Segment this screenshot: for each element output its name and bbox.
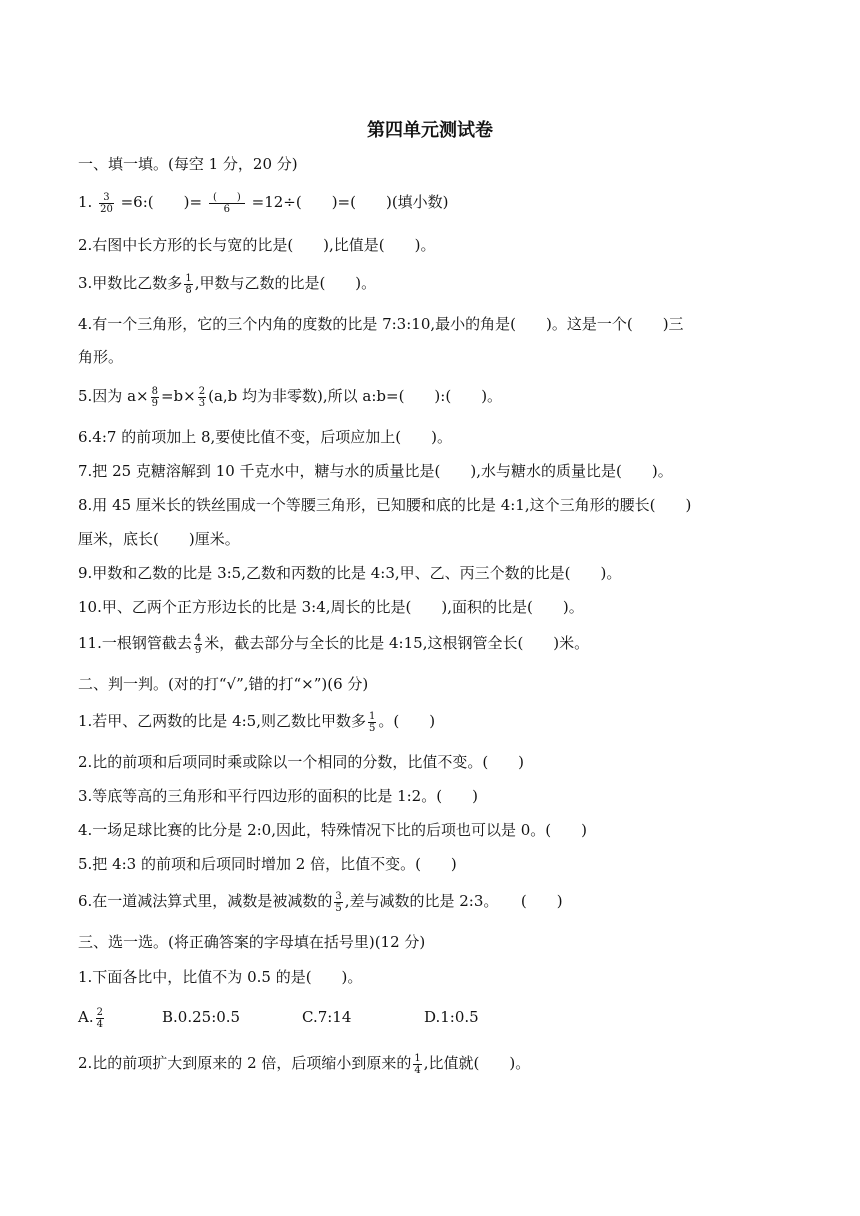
s1-question-9: 9.甲数和乙数的比是 3:5,乙数和丙数的比是 4:3,甲、乙、丙三个数的比是( )。 [78, 564, 622, 582]
section-3-header: 三、选一选。(将正确答案的字母填在括号里)(12 分) [78, 933, 426, 951]
s2-question-5: 5.把 4:3 的前项和后项同时增加 2 倍，比值不变。( ) [78, 855, 457, 873]
s1-question-11: 11.一根钢管截去 $\frac{4}{9}$ 米，截去部分与全长的比是 4:15,这根钢管全长( )米。 [78, 632, 590, 656]
s2-question-2: 2.比的前项和后项同时乘或除以一个相同的分数，比值不变。( ) [78, 753, 525, 771]
s1-question-5: 5.因为 a× $\frac{8}{9}$ =b× $\frac{2}{3}$ (a,b 均为非零数),所以 a:b=( ):( )。 [78, 385, 503, 409]
s1-question-6: 6.4:7 的前项加上 8,要使比值不变，后项应加上( )。 [78, 428, 453, 446]
s1-question-1: 1. $\frac{3}{20}$ =6:( )= $\frac{( )}{6}$ =12÷( )=( )(填小数) [78, 191, 449, 215]
fraction: $\frac{1}{8}$ [185, 272, 192, 296]
s1-question-3: 3.甲数比乙数多 $\frac{1}{8}$ ,甲数与乙数的比是( )。 [78, 272, 377, 296]
s2-question-6: 6.在一道减法算式里，减数是被减数的 $\frac{3}{5}$ ,差与减数的比是 2:3。 ( ) [78, 890, 563, 914]
s3-question-2: 2.比的前项扩大到原来的 2 倍，后项缩小到原来的 $\frac{1}{4}$ ,比值就( )。 [78, 1052, 531, 1076]
option-b: B.0.25:0.5 [162, 1008, 241, 1026]
option-a: A. $\frac{2}{4}$ [78, 1006, 103, 1030]
fraction: $\frac{2}{3}$ [198, 385, 206, 409]
fraction: $\frac{1}{4}$ [414, 1052, 421, 1076]
s1-question-7: 7.把 25 克糖溶解到 10 千克水中，糖与水的质量比是( ),水与糖水的质量比是( )。 [78, 462, 673, 480]
s3-question-1-options [78, 1006, 798, 1030]
s1-question-10: 10.甲、乙两个正方形边长的比是 3:4,周长的比是( ),面积的比是( )。 [78, 598, 584, 616]
fraction: $\frac{8}{9}$ [151, 385, 158, 409]
s1-question-4-line-1: 4.有一个三角形，它的三个内角的度数的比是 7:3:10,最小的角是( )。这是一个( )三 [78, 315, 684, 333]
s1-question-8-line-1: 8.用 45 厘米长的铁丝围成一个等腰三角形，已知腰和底的比是 4:1,这个三角形的腰长( ) [78, 496, 692, 514]
section-2-header: 二、判一判。(对的打“√”,错的打“×”)(6 分) [78, 675, 369, 693]
fraction: $\frac{4}{9}$ [194, 632, 202, 656]
option-d: D.1:0.5 [424, 1008, 479, 1026]
s2-question-4: 4.一场足球比赛的比分是 2:0,因此，特殊情况下比的后项也可以是 0。( ) [78, 821, 588, 839]
s2-question-1: 1.若甲、乙两数的比是 4:5,则乙数比甲数多 $\frac{1}{5}$ 。( ) [78, 710, 436, 734]
s2-question-3: 3.等底等高的三角形和平行四边形的面积的比是 1:2。( ) [78, 787, 478, 805]
s1-question-4-line-2: 角形。 [78, 348, 124, 366]
s3-question-1: 1.下面各比中，比值不为 0.5 的是( )。 [78, 968, 363, 986]
section-1-header: 一、填一填。(每空 1 分，20 分) [78, 155, 298, 173]
fraction: $\frac{2}{4}$ [96, 1006, 103, 1030]
page-title: 第四单元测试卷 [367, 120, 493, 141]
fraction: $\frac{3}{20}$ [100, 191, 113, 215]
fraction: $\frac{3}{5}$ [335, 890, 342, 914]
s1-question-8-line-2: 厘米，底长( )厘米。 [78, 530, 240, 548]
fraction-blank: $\frac{( )}{6}$ [209, 192, 245, 215]
s1-question-2: 2.右图中长方形的长与宽的比是( ),比值是( )。 [78, 236, 436, 254]
fraction: $\frac{1}{5}$ [369, 710, 376, 734]
option-c: C.7:14 [302, 1008, 352, 1026]
